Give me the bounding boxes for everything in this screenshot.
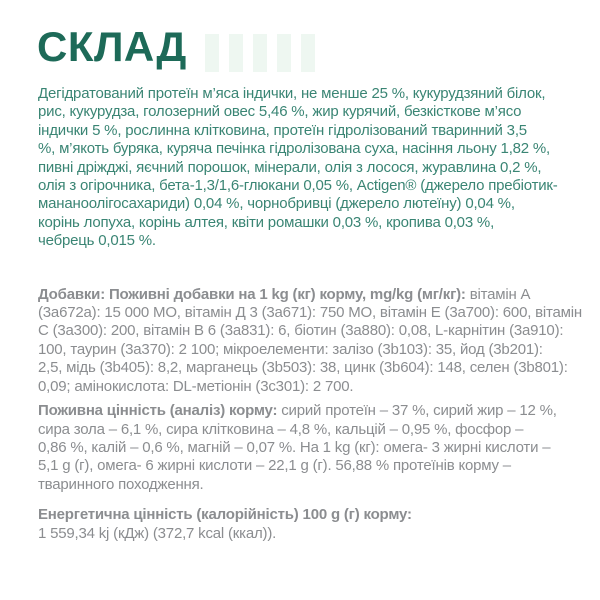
nutrition-line: сира зола – 6,1 %, сира клітковина – 4,8 %, кальцій – 0,95 %, фосфор – bbox=[38, 420, 524, 438]
additives-line: С (3а300): 200, вітамін В 6 (3а831): 6, біотин (3а880): 0,08, L-карнітин (3а910): bbox=[38, 322, 564, 340]
page-title: СКЛАД bbox=[37, 23, 187, 70]
ingredients-line: корінь лопуха, корінь алтея, квіти ромашки 0,03 %, кропива 0,03 %, bbox=[38, 213, 495, 231]
ingredients-line: мананоолігосахариди) 0,04 %, чорнобривці (джерело лютеїну) 0,04 %, bbox=[38, 195, 515, 213]
additives-line: 100, таурин (3а370): 2 100; мікроелементи: залізо (3b103): 35, йод (3b201): bbox=[38, 340, 543, 358]
nutrition-line: тваринного походження. bbox=[38, 475, 204, 493]
ingredients-line: олія з огірочника, бета-1,3/1,6-глюкани 0,05 %, Actigen® (джерело пребіотик- bbox=[38, 177, 558, 195]
ingredients-line: рис, кукурудза, голозерний овес 5,46 %, жир курячий, безкісткове м’ясо bbox=[38, 103, 522, 121]
label-content bbox=[38, 85, 583, 543]
title-stripe bbox=[253, 34, 267, 72]
additives-line: 0,09; амінокислота: DL-метіонін (3с301): 2 700. bbox=[38, 377, 354, 395]
title-stripes-decoration bbox=[205, 34, 315, 72]
nutrition-line: 5,1 g (г), омега- 6 жирні кислоти – 22,1 g (г). 56,88 % протеїнів корму – bbox=[38, 457, 511, 475]
energy-paragraph bbox=[38, 506, 572, 543]
additives-line: (3а672а): 15 000 МО, вітамін Д 3 (3а671): 750 МО, вітамін Е (3а700): 600, вітамін bbox=[38, 304, 583, 322]
nutrition-line: Поживна цінність (аналіз) корму: сирий протеїн – 37 %, сирий жир – 12 %, bbox=[38, 402, 557, 420]
ingredients-line: Дегідратований протеїн м’яса індички, не менше 25 %, кукурудзяний білок, bbox=[38, 85, 546, 102]
energy-line: Енергетична цінність (калорійність) 100 g (г) корму: bbox=[38, 506, 412, 524]
title-stripe bbox=[229, 34, 243, 72]
ingredients-line: пивні дріжджі, яєчний порошок, мінерали, олія з лосося, журавлина 0,2 %, bbox=[38, 158, 542, 176]
additives-paragraph bbox=[38, 285, 583, 396]
nutrition-line: 0,86 %, калій – 0,6 %, магній – 0,07 %. На 1 kg (кг): омега- 3 жирні кислоти – bbox=[38, 438, 551, 456]
title-stripe bbox=[205, 34, 219, 72]
additives-line: Добавки: Поживні добавки на 1 kg (кг) корму, mg/kg (мг/кг): вітамін А bbox=[38, 285, 531, 303]
additives-line: 2,5, мідь (3b405): 8,2, марганець (3b503): 38, цинк (3b604): 148, селен (3b801): bbox=[38, 359, 568, 377]
ingredients-line: %, м’якоть буряка, куряча печінка гідролізована суха, насіння льону 1,82 %, bbox=[38, 140, 551, 158]
ingredients-line: чебрець 0,015 %. bbox=[38, 232, 156, 250]
title-stripe bbox=[301, 34, 315, 72]
energy-line: 1 559,34 kj (кДж) (372,7 kcal (ккал)). bbox=[38, 524, 277, 542]
ingredients-line: індички 5 %, рослинна клітковина, протеїн гідролізований тваринний 3,5 bbox=[38, 121, 527, 139]
nutrition-paragraph bbox=[38, 402, 572, 494]
ingredients-paragraph bbox=[38, 85, 572, 251]
title-stripe bbox=[277, 34, 291, 72]
